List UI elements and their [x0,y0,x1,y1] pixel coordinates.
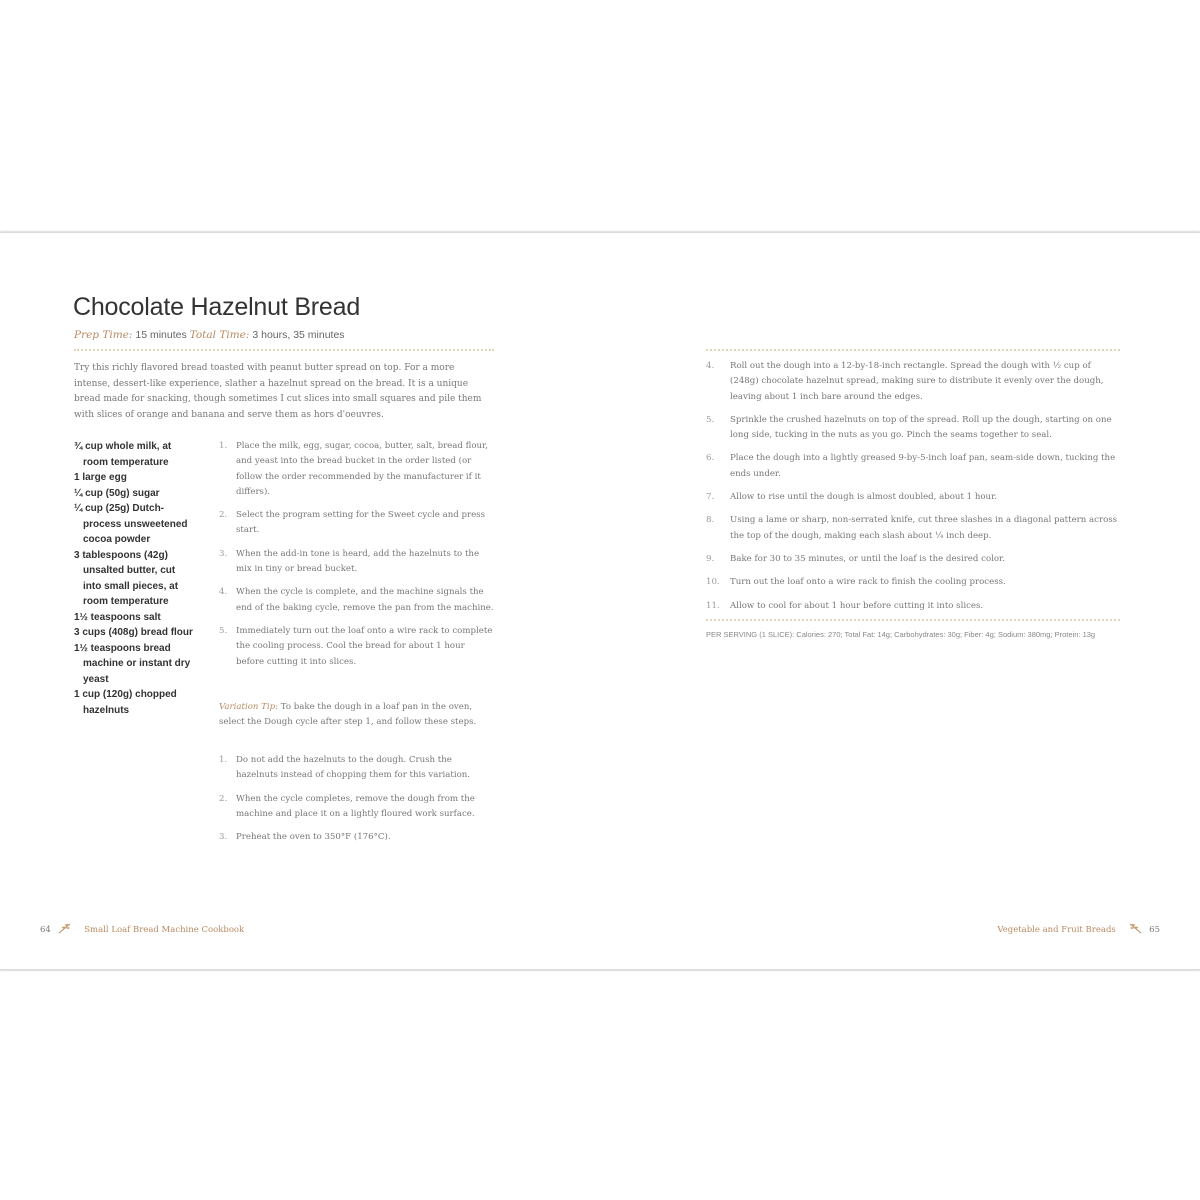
step-number: 6. [706,453,715,464]
instruction-step [706,513,1120,544]
step-text: Place the milk, egg, sugar, cocoa, butter, salt, bread flour, and yeast into the bread bucket in the order listed (or follow the order recommended by the manufacturer if it differs). [236,441,488,497]
step-text: Do not add the hazelnuts to the dough. Crush the hazelnuts instead of chopping them for this variation. [236,755,471,781]
recipe-intro: Try this richly flavored bread toasted with peanut butter spread on top. For a more intense, dessert-like experience, slather a hazelnut spread on the bread. It is a unique bread made for snacking, though sometimes I cut slices into small squares and pile them with slices of orange and banana and serve them as hors d'oeuvres. [74,363,482,420]
instruction-step [706,359,1120,405]
recipe-title: Chocolate Hazelnut Bread [73,293,361,321]
page-number-left: 64 [40,925,51,935]
dotted-divider [706,619,1120,621]
ingredient-item: ¼ cup (50g) sugar [74,487,160,499]
step-text: Allow to rise until the dough is almost doubled, about 1 hour. [730,492,997,503]
instruction-step [219,439,495,500]
variation-text: To bake the dough in a loaf pan in the oven, select the Dough cycle after step 1, and follow these steps. [219,702,477,728]
page-number-right: 65 [1149,925,1160,935]
step-text: Place the dough into a lightly greased 9-by-5-inch loaf pan, seam-side down, tucking the ends under. [730,453,1116,479]
left-page [0,233,600,969]
ingredient-list [74,439,194,718]
step-text: When the cycle completes, remove the dough from the machine and place it on a lightly floured work surface. [236,793,475,819]
wheat-icon [58,922,72,937]
instruction-step [706,575,1120,590]
step-number: 7. [706,492,715,503]
instruction-step [706,451,1120,482]
instruction-step [219,624,495,670]
step-text: When the cycle is complete, and the machine signals the end of the baking cycle, remove the pan from the machine. [236,587,494,613]
right-page-footer [997,922,1160,937]
instruction-step [706,490,1120,505]
ingredient-item: 3 tablespoons (42g) unsalted butter, cut into small pieces, at room temperature [74,549,179,607]
variation-tip [219,700,495,731]
dotted-divider [706,349,1120,351]
step-text: Preheat the oven to 350°F (176°C). [236,832,391,843]
dotted-divider [74,349,494,351]
ingredient-item: ¼ cup (25g) Dutch-process unsweetened cocoa powder [74,503,188,545]
left-page-footer [40,922,244,937]
step-number: 2. [219,510,228,521]
prep-time-value: 15 minutes [135,329,187,341]
prep-time-label: Prep Time: [74,329,133,341]
step-number: 11. [706,600,720,611]
chapter-title-runner: Vegetable and Fruit Breads [997,925,1116,935]
step-number: 1. [219,441,228,451]
step-number: 1. [219,755,228,765]
wheat-icon [1128,922,1142,937]
instruction-list [219,439,495,678]
step-number: 3. [219,832,228,843]
step-number: 4. [219,587,228,598]
instruction-step [706,552,1120,567]
ingredient-item: 1 large egg [74,472,127,483]
instruction-step [219,547,495,578]
step-text: Select the program setting for the Sweet cycle and press start. [236,510,485,536]
step-number: 5. [706,414,715,425]
right-page [600,233,1200,969]
step-text: Turn out the loaf onto a wire rack to finish the cooling process. [730,577,1006,588]
step-text: When the add-in tone is heard, add the hazelnuts to the mix in tiny or bread bucket. [236,548,480,575]
instruction-step [219,508,495,539]
book-spread [0,232,1200,970]
step-text: Roll out the dough into a 12-by-18-inch rectangle. Spread the dough with ½ cup of (248g) chocolate hazelnut spread, making sure to distribute it evenly over the dough, leaving about 1 inch bare around the edges. [730,361,1104,402]
ingredient-item: 1 cup (120g) chopped hazelnuts [74,689,177,716]
variation-step [219,830,495,845]
ingredient-item: 1½ teaspoons bread machine or instant dry yeast [74,642,191,685]
step-text: Allow to cool for about 1 hour before cutting it into slices. [730,600,984,611]
step-number: 2. [219,793,228,804]
step-number: 10. [706,577,720,588]
instruction-step [706,599,1120,614]
recipe-times [74,329,345,341]
total-time-value: 3 hours, 35 minutes [252,329,345,341]
instruction-step [706,413,1120,444]
step-number: 3. [219,548,228,559]
step-number: 8. [706,515,715,526]
step-number: 4. [706,361,715,371]
instruction-list-continued [706,359,1120,622]
variation-step [219,792,495,823]
variation-step-list [219,753,495,853]
step-text: Sprinkle the crushed hazelnuts on top of the spread. Roll up the dough, starting on one long side, tucking in the nuts as you go. Pinch the seams together to seal. [730,414,1112,441]
ingredient-item: 3 cups (408g) bread flour [74,627,193,638]
variation-step [219,753,495,784]
step-text: Using a lame or sharp, non-serrated knife, cut three slashes in a diagonal pattern across the top of the dough, making each slash about ¼ inch deep. [730,515,1118,541]
ingredient-item: ¾ cup whole milk, at room temperature [74,441,172,468]
step-number: 5. [219,625,228,636]
total-time-label: Total Time: [189,329,250,341]
step-number: 9. [706,553,715,564]
nutrition-info: PER SERVING (1 SLICE): Calories: 270; Total Fat: 14g; Carbohydrates: 30g; Fiber: 4g; Sodium: 380mg; Protein: 13g [706,630,1096,639]
step-text: Bake for 30 to 35 minutes, or until the loaf is the desired color. [730,553,1005,564]
instruction-step [219,585,495,616]
ingredient-item: 1½ teaspoons salt [74,611,161,623]
step-text: Immediately turn out the loaf onto a wire rack to complete the cooling process. Cool the bread for about 1 hour before cutting it into slices. [236,625,493,667]
variation-label: Variation Tip: [219,702,279,712]
book-title-runner: Small Loaf Bread Machine Cookbook [84,925,245,935]
